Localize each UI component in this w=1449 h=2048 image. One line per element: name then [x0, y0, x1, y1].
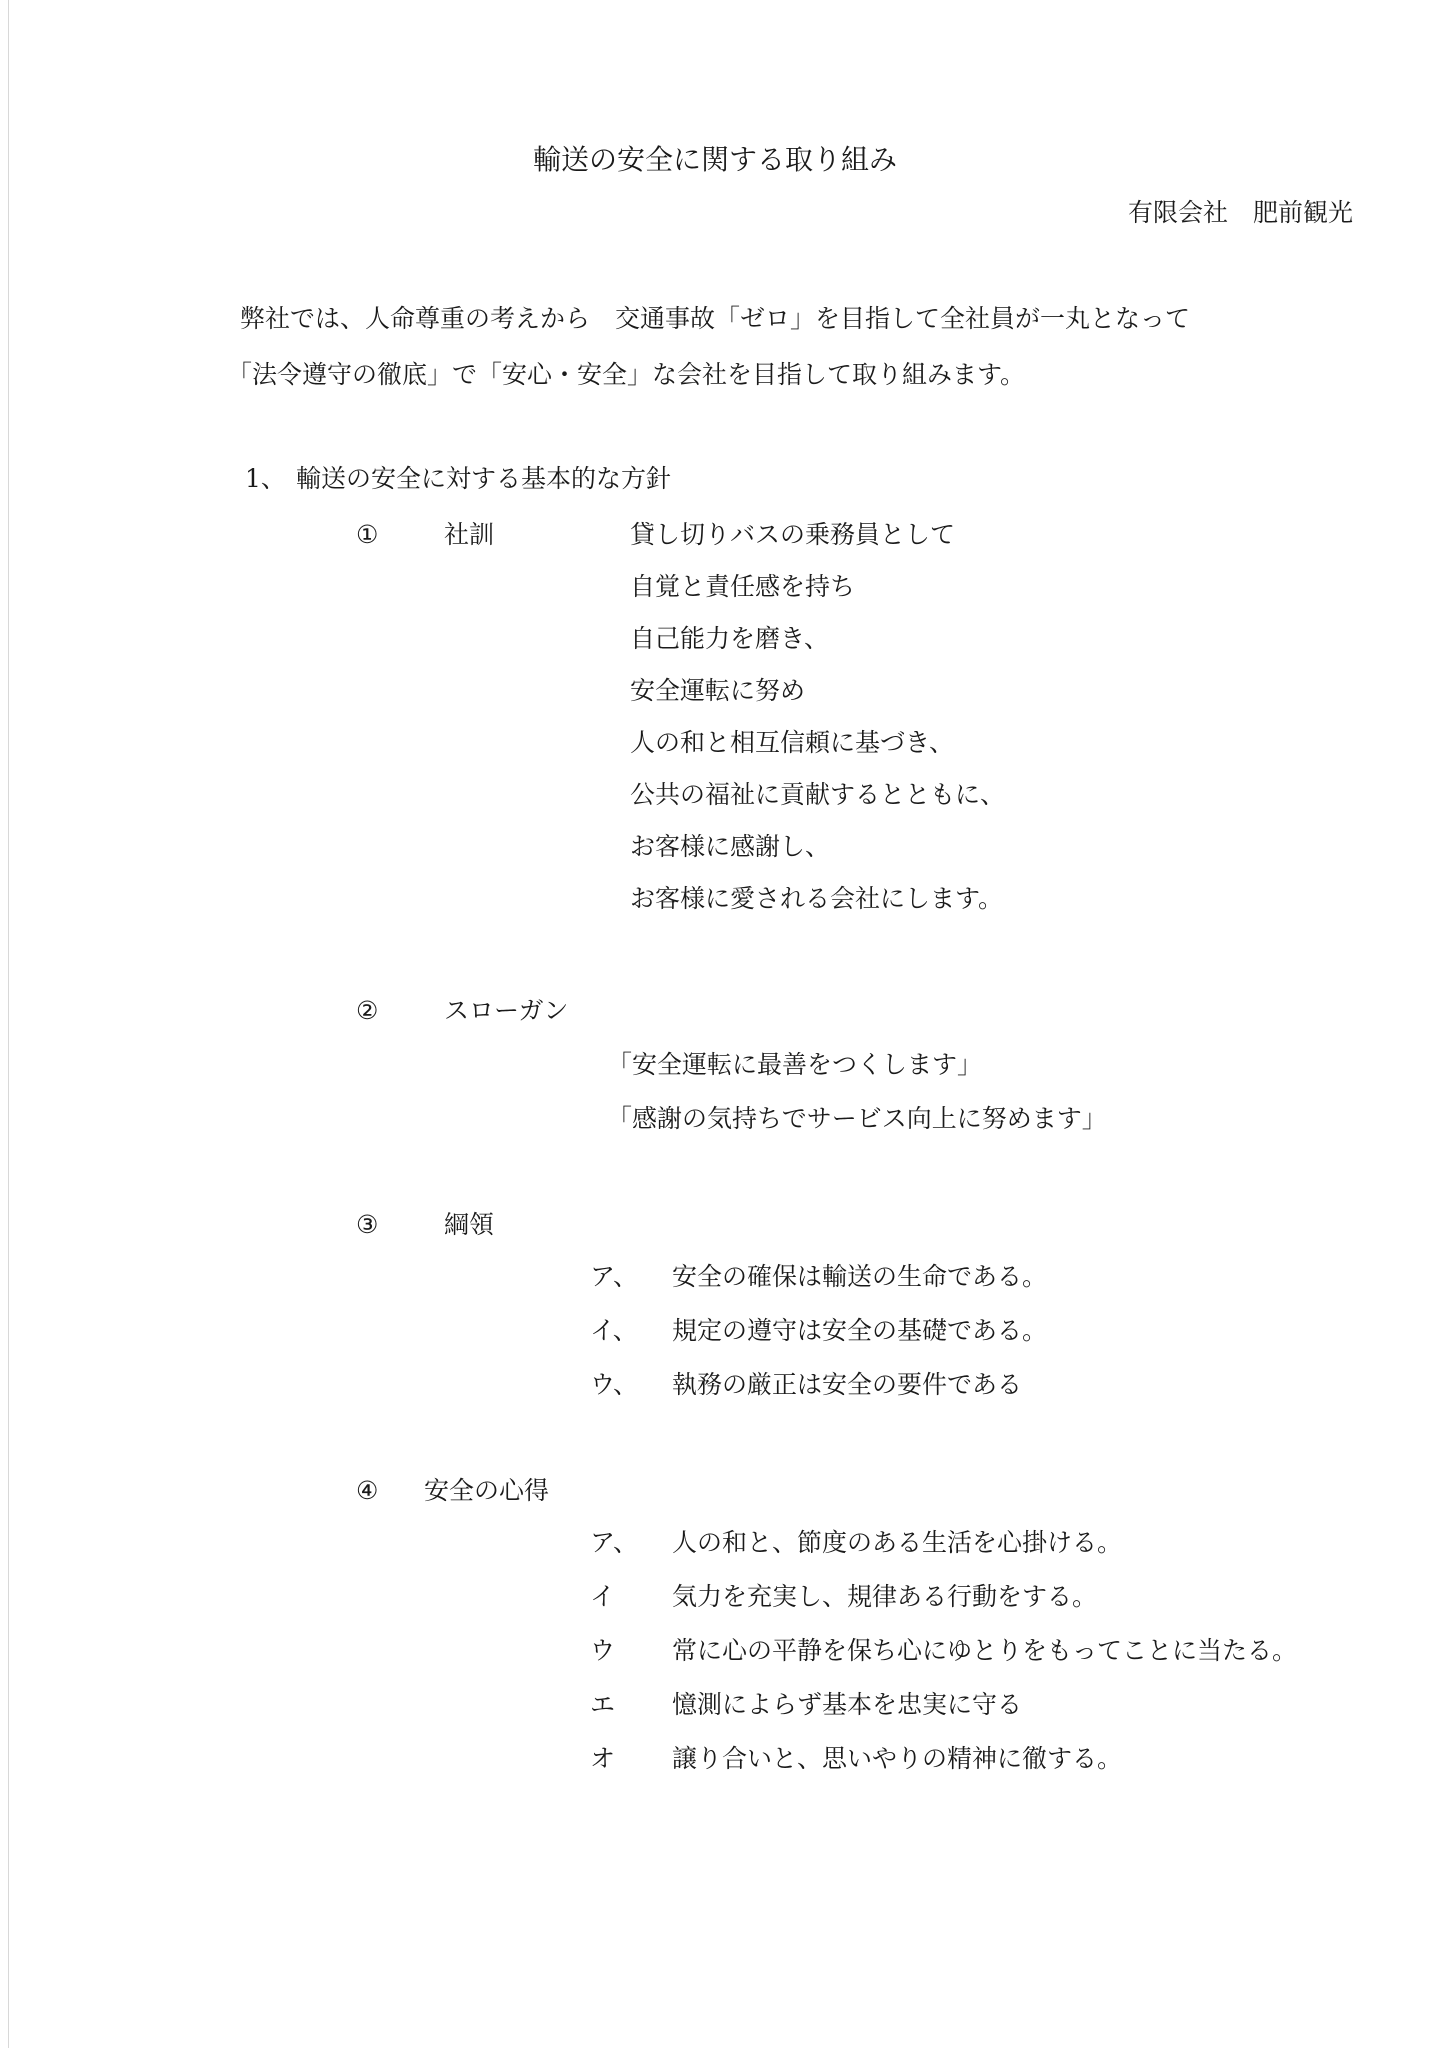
section-heading: 輸送の安全に対する基本的な方針	[296, 464, 672, 493]
shakun-line: お客様に愛される会社にします。	[630, 884, 1004, 913]
koryo-text: 規定の遵守は安全の基礎である。	[672, 1316, 1048, 1345]
koryo-mark: ア、	[590, 1262, 639, 1291]
kokoroe-text: 人の和と、節度のある生活を心掛ける。	[672, 1528, 1123, 1557]
kokoroe-mark: エ	[590, 1690, 616, 1719]
kokoroe-text: 気力を充実し、規律ある行動をする。	[672, 1582, 1098, 1611]
slogan-line: 「感謝の気持ちでサービス向上に努めます」	[607, 1104, 1107, 1133]
shakun-line: 公共の福祉に貢献するとともに、	[630, 780, 1006, 809]
kokoroe-mark: オ	[590, 1744, 616, 1773]
shakun-line: 貸し切りバスの乗務員として	[630, 520, 956, 549]
item-label-slogan: スローガン	[444, 996, 569, 1025]
kokoroe-mark: イ	[590, 1582, 616, 1611]
company-name: 有限会社 肥前観光	[1128, 198, 1354, 227]
koryo-mark: イ、	[590, 1316, 638, 1345]
koryo-mark: ウ、	[590, 1370, 639, 1399]
slogan-line: 「安全運転に最善をつくします」	[607, 1050, 983, 1079]
intro-line-2: 「法令遵守の徹底」で「安心・安全」な会社を目指して取り組みます。	[227, 360, 1026, 389]
item-marker-1: ①	[356, 520, 379, 549]
section-number: 1、	[245, 464, 286, 493]
shakun-line: 人の和と相互信頼に基づき、	[630, 728, 955, 757]
scan-edge-line	[8, 0, 9, 2048]
kokoroe-mark: ア、	[590, 1528, 639, 1557]
item-label-shakun: 社訓	[444, 520, 495, 549]
item-marker-3: ③	[356, 1210, 379, 1239]
kokoroe-mark: ウ	[590, 1636, 616, 1665]
kokoroe-text: 憶測によらず基本を忠実に守る	[672, 1690, 1023, 1719]
intro-line-1: 弊社では、人命尊重の考えから 交通事故「ゼロ」を目指して全社員が一丸となって	[240, 304, 1191, 333]
item-marker-2: ②	[356, 996, 379, 1025]
kokoroe-text: 譲り合いと、思いやりの精神に徹する。	[672, 1744, 1123, 1773]
item-label-kokoroe: 安全の心得	[424, 1476, 550, 1505]
shakun-line: 自覚と責任感を持ち	[630, 572, 856, 601]
kokoroe-text: 常に心の平静を保ち心にゆとりをもってことに当たる。	[672, 1636, 1298, 1665]
koryo-text: 安全の確保は輸送の生命である。	[672, 1262, 1048, 1291]
item-marker-4: ④	[356, 1476, 379, 1505]
shakun-line: 自己能力を磨き、	[630, 624, 830, 653]
koryo-text: 執務の厳正は安全の要件である	[672, 1370, 1023, 1399]
item-label-koryo: 綱領	[444, 1210, 495, 1239]
shakun-line: 安全運転に努め	[630, 676, 806, 705]
shakun-line: お客様に感謝し、	[630, 832, 831, 861]
document-title: 輸送の安全に関する取り組み	[533, 143, 898, 176]
